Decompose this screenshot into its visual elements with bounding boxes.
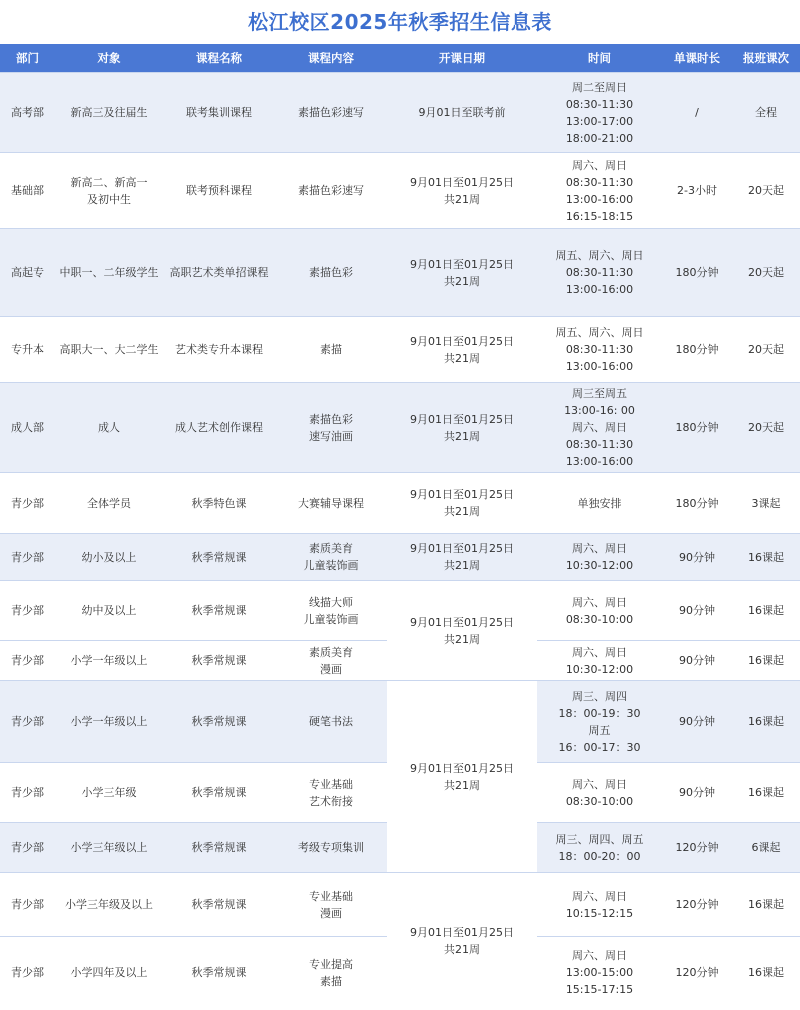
cell-sessions: 6课起 bbox=[732, 823, 800, 873]
cell-target: 幼中及以上 bbox=[55, 581, 163, 641]
cell-start-date: 9月01日至01月25日 共21周 bbox=[387, 534, 537, 581]
cell-duration: 2-3小时 bbox=[662, 153, 732, 229]
cell-duration: 180分钟 bbox=[662, 383, 732, 473]
cell-course: 秋季常规课 bbox=[163, 937, 275, 1009]
header-course: 课程名称 bbox=[163, 44, 275, 73]
cell-time: 周三、周四 18：00-19：30 周五 16：00-17：30 bbox=[537, 681, 662, 763]
cell-sessions: 20天起 bbox=[732, 383, 800, 473]
cell-duration: 180分钟 bbox=[662, 229, 732, 317]
table-row bbox=[0, 229, 800, 317]
header-duration: 单课时长 bbox=[662, 44, 732, 73]
cell-duration: 90分钟 bbox=[662, 534, 732, 581]
cell-content: 专业提高 素描 bbox=[275, 937, 387, 1009]
table-row bbox=[0, 73, 800, 153]
cell-dept: 青少部 bbox=[0, 581, 55, 641]
cell-target: 小学一年级以上 bbox=[55, 641, 163, 681]
cell-sessions: 16课起 bbox=[732, 581, 800, 641]
cell-content: 线描大师 儿童装饰画 bbox=[275, 581, 387, 641]
table-row bbox=[0, 534, 800, 581]
cell-course: 秋季常规课 bbox=[163, 763, 275, 823]
cell-start-date: 9月01日至01月25日 共21周 bbox=[387, 581, 537, 681]
header-content: 课程内容 bbox=[275, 44, 387, 73]
cell-course: 秋季常规课 bbox=[163, 873, 275, 937]
cell-target: 成人 bbox=[55, 383, 163, 473]
cell-start-date: 9月01日至01月25日 共21周 bbox=[387, 473, 537, 534]
cell-target: 小学三年级 bbox=[55, 763, 163, 823]
cell-content: 素描色彩 速写油画 bbox=[275, 383, 387, 473]
cell-time: 周六、周日 10:15-12:15 bbox=[537, 873, 662, 937]
cell-dept: 青少部 bbox=[0, 641, 55, 681]
table-row bbox=[0, 681, 800, 763]
cell-sessions: 20天起 bbox=[732, 229, 800, 317]
cell-course: 秋季常规课 bbox=[163, 534, 275, 581]
cell-time: 周三、周四、周五 18：00-20：00 bbox=[537, 823, 662, 873]
cell-dept: 专升本 bbox=[0, 317, 55, 383]
cell-duration: 120分钟 bbox=[662, 937, 732, 1009]
cell-content: 素质美育 儿童装饰画 bbox=[275, 534, 387, 581]
cell-sessions: 全程 bbox=[732, 73, 800, 153]
cell-time: 周六、周日 10:30-12:00 bbox=[537, 641, 662, 681]
cell-start-date: 9月01日至01月25日 共21周 bbox=[387, 873, 537, 1009]
cell-time: 周六、周日 08:30-10:00 bbox=[537, 763, 662, 823]
cell-content: 素描色彩速写 bbox=[275, 73, 387, 153]
cell-course: 联考集训课程 bbox=[163, 73, 275, 153]
cell-target: 全体学员 bbox=[55, 473, 163, 534]
cell-course: 成人艺术创作课程 bbox=[163, 383, 275, 473]
cell-time: 单独安排 bbox=[537, 473, 662, 534]
cell-sessions: 16课起 bbox=[732, 763, 800, 823]
cell-course: 秋季常规课 bbox=[163, 681, 275, 763]
cell-time: 周二至周日 08:30-11:30 13:00-17:00 18:00-21:00 bbox=[537, 73, 662, 153]
cell-content: 大赛辅导课程 bbox=[275, 473, 387, 534]
cell-content: 专业基础 漫画 bbox=[275, 873, 387, 937]
cell-target: 幼小及以上 bbox=[55, 534, 163, 581]
cell-target: 中职一、二年级学生 bbox=[55, 229, 163, 317]
cell-target: 小学三年级及以上 bbox=[55, 873, 163, 937]
cell-duration: 90分钟 bbox=[662, 641, 732, 681]
cell-content: 素质美育 漫画 bbox=[275, 641, 387, 681]
cell-duration: 120分钟 bbox=[662, 823, 732, 873]
cell-target: 小学四年及以上 bbox=[55, 937, 163, 1009]
table-row bbox=[0, 473, 800, 534]
cell-duration: 90分钟 bbox=[662, 681, 732, 763]
cell-duration: 120分钟 bbox=[662, 873, 732, 937]
cell-content: 硬笔书法 bbox=[275, 681, 387, 763]
cell-duration: 180分钟 bbox=[662, 473, 732, 534]
cell-target: 高职大一、大二学生 bbox=[55, 317, 163, 383]
cell-dept: 成人部 bbox=[0, 383, 55, 473]
cell-dept: 青少部 bbox=[0, 763, 55, 823]
header-start-date: 开课日期 bbox=[387, 44, 537, 73]
cell-target: 小学三年级以上 bbox=[55, 823, 163, 873]
cell-time: 周六、周日 13:00-15:00 15:15-17:15 bbox=[537, 937, 662, 1009]
cell-start-date: 9月01日至01月25日 共21周 bbox=[387, 383, 537, 473]
table-header-row bbox=[0, 44, 800, 73]
enrollment-table bbox=[0, 44, 800, 1009]
header-target: 对象 bbox=[55, 44, 163, 73]
cell-sessions: 20天起 bbox=[732, 317, 800, 383]
cell-time: 周五、周六、周日 08:30-11:30 13:00-16:00 bbox=[537, 229, 662, 317]
cell-sessions: 16课起 bbox=[732, 937, 800, 1009]
cell-start-date: 9月01日至01月25日 共21周 bbox=[387, 317, 537, 383]
cell-time: 周六、周日 08:30-11:30 13:00-16:00 16:15-18:15 bbox=[537, 153, 662, 229]
header-time: 时间 bbox=[537, 44, 662, 73]
cell-time: 周三至周五 13:00-16: 00 周六、周日 08:30-11:30 13:00-16:00 bbox=[537, 383, 662, 473]
cell-time: 周六、周日 08:30-10:00 bbox=[537, 581, 662, 641]
table-row bbox=[0, 581, 800, 641]
header-sessions: 报班课次 bbox=[732, 44, 800, 73]
cell-course: 秋季常规课 bbox=[163, 641, 275, 681]
cell-dept: 青少部 bbox=[0, 473, 55, 534]
cell-course: 艺术类专升本课程 bbox=[163, 317, 275, 383]
cell-sessions: 16课起 bbox=[732, 641, 800, 681]
cell-start-date: 9月01日至01月25日 共21周 bbox=[387, 229, 537, 317]
cell-dept: 青少部 bbox=[0, 823, 55, 873]
cell-dept: 青少部 bbox=[0, 873, 55, 937]
cell-course: 联考预科课程 bbox=[163, 153, 275, 229]
cell-course: 秋季常规课 bbox=[163, 823, 275, 873]
cell-dept: 高考部 bbox=[0, 73, 55, 153]
cell-content: 素描 bbox=[275, 317, 387, 383]
cell-course: 秋季特色课 bbox=[163, 473, 275, 534]
cell-content: 专业基础 艺术衔接 bbox=[275, 763, 387, 823]
cell-time: 周五、周六、周日 08:30-11:30 13:00-16:00 bbox=[537, 317, 662, 383]
cell-content: 素描色彩 bbox=[275, 229, 387, 317]
cell-time: 周六、周日 10:30-12:00 bbox=[537, 534, 662, 581]
cell-dept: 基础部 bbox=[0, 153, 55, 229]
cell-dept: 高起专 bbox=[0, 229, 55, 317]
cell-course: 秋季常规课 bbox=[163, 581, 275, 641]
cell-dept: 青少部 bbox=[0, 534, 55, 581]
cell-start-date: 9月01日至01月25日 共21周 bbox=[387, 153, 537, 229]
cell-sessions: 20天起 bbox=[732, 153, 800, 229]
table-row bbox=[0, 317, 800, 383]
cell-sessions: 16课起 bbox=[732, 534, 800, 581]
cell-duration: / bbox=[662, 73, 732, 153]
cell-course: 高职艺术类单招课程 bbox=[163, 229, 275, 317]
table-row bbox=[0, 873, 800, 937]
cell-target: 小学一年级以上 bbox=[55, 681, 163, 763]
cell-target: 新高三及往届生 bbox=[55, 73, 163, 153]
cell-target: 新高二、新高一 及初中生 bbox=[55, 153, 163, 229]
cell-duration: 90分钟 bbox=[662, 763, 732, 823]
cell-sessions: 16课起 bbox=[732, 681, 800, 763]
cell-sessions: 3课起 bbox=[732, 473, 800, 534]
cell-sessions: 16课起 bbox=[732, 873, 800, 937]
cell-dept: 青少部 bbox=[0, 937, 55, 1009]
cell-duration: 90分钟 bbox=[662, 581, 732, 641]
cell-content: 考级专项集训 bbox=[275, 823, 387, 873]
cell-content: 素描色彩速写 bbox=[275, 153, 387, 229]
page-title: 松江校区2025年秋季招生信息表 bbox=[248, 10, 552, 34]
table-row bbox=[0, 153, 800, 229]
cell-duration: 180分钟 bbox=[662, 317, 732, 383]
cell-start-date: 9月01日至01月25日 共21周 bbox=[387, 681, 537, 873]
header-dept: 部门 bbox=[0, 44, 55, 73]
cell-start-date: 9月01日至联考前 bbox=[387, 73, 537, 153]
cell-dept: 青少部 bbox=[0, 681, 55, 763]
table-row bbox=[0, 383, 800, 473]
